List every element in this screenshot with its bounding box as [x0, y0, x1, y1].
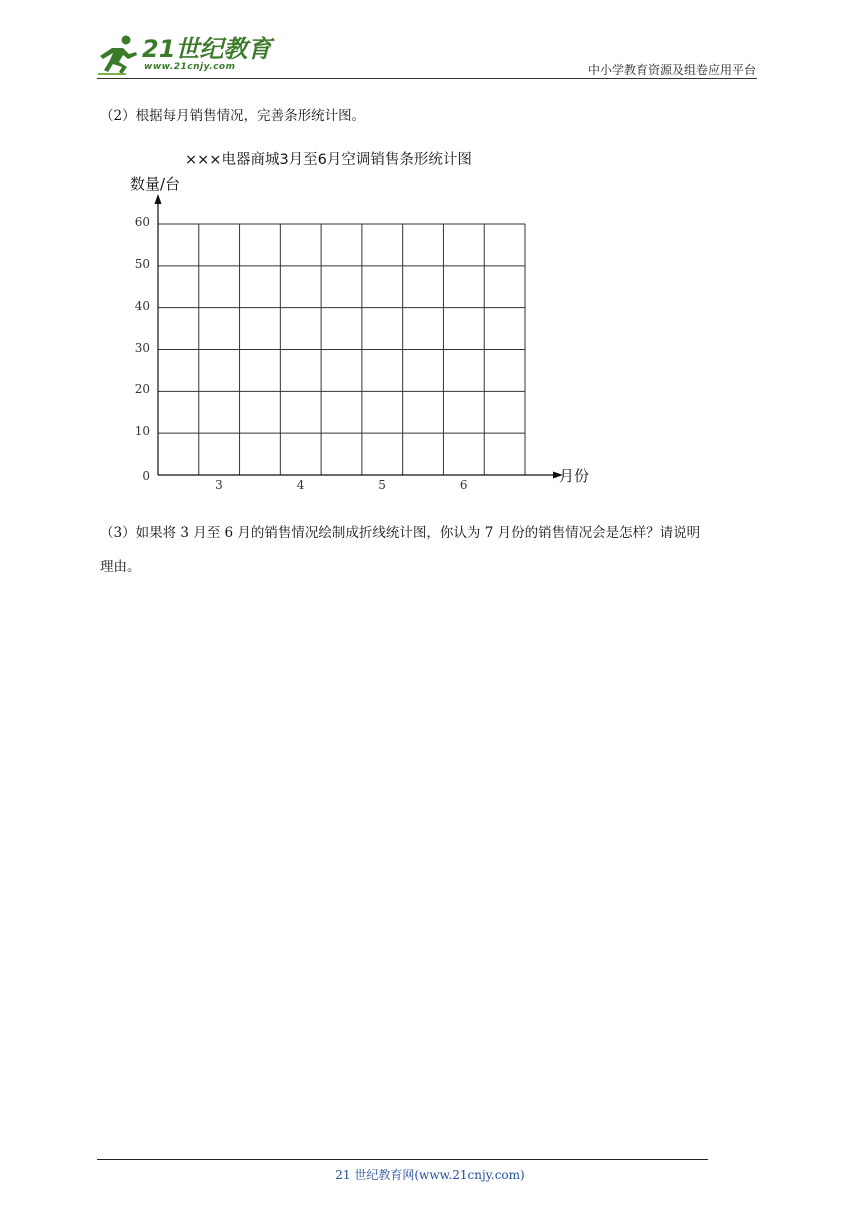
- x-axis-label: 月份: [559, 467, 590, 485]
- question-2-text: （2）根据每月销售情况，完善条形统计图。: [100, 108, 366, 124]
- question-3-text: （3）如果将 3 月至 6 月的销售情况绘制成折线统计图，你认为 7 月份的销售情况会是怎样？请说明: [100, 525, 701, 541]
- question-3-text-continued: 理由。: [100, 559, 141, 575]
- x-tick-label: 3: [215, 478, 223, 492]
- chart-title: ×××电器商城3月至6月空调销售条形统计图: [185, 152, 472, 168]
- footer-text: 21 世纪教育网(www.21cnjy.com): [335, 1168, 525, 1182]
- footer-divider: [97, 1159, 708, 1160]
- y-tick-label: 10: [134, 424, 150, 439]
- y-axis-arrow-icon: [155, 194, 162, 204]
- y-axis-label: 数量/台: [130, 175, 181, 193]
- y-tick-label: 40: [134, 298, 150, 313]
- site-logo: [96, 32, 272, 78]
- x-tick-label: 6: [459, 478, 468, 492]
- chart-canvas: [110, 140, 610, 510]
- y-tick-label: 20: [134, 382, 150, 397]
- x-tick-label: 4: [296, 478, 305, 492]
- platform-name: 中小学教育资源及组卷应用平台: [587, 63, 756, 77]
- y-tick-label: 0: [142, 469, 150, 483]
- logo-url-text: www.21cnjy.com: [144, 62, 236, 72]
- y-tick-label: 50: [134, 256, 150, 271]
- logo-text: 21世纪教育: [142, 35, 272, 63]
- runner-logo-icon: [96, 34, 140, 76]
- y-tick-label: 60: [134, 215, 150, 229]
- bar-chart: [110, 140, 610, 510]
- header-divider: [97, 78, 757, 79]
- x-tick-label: 5: [378, 478, 386, 492]
- y-tick-label: 30: [134, 340, 150, 355]
